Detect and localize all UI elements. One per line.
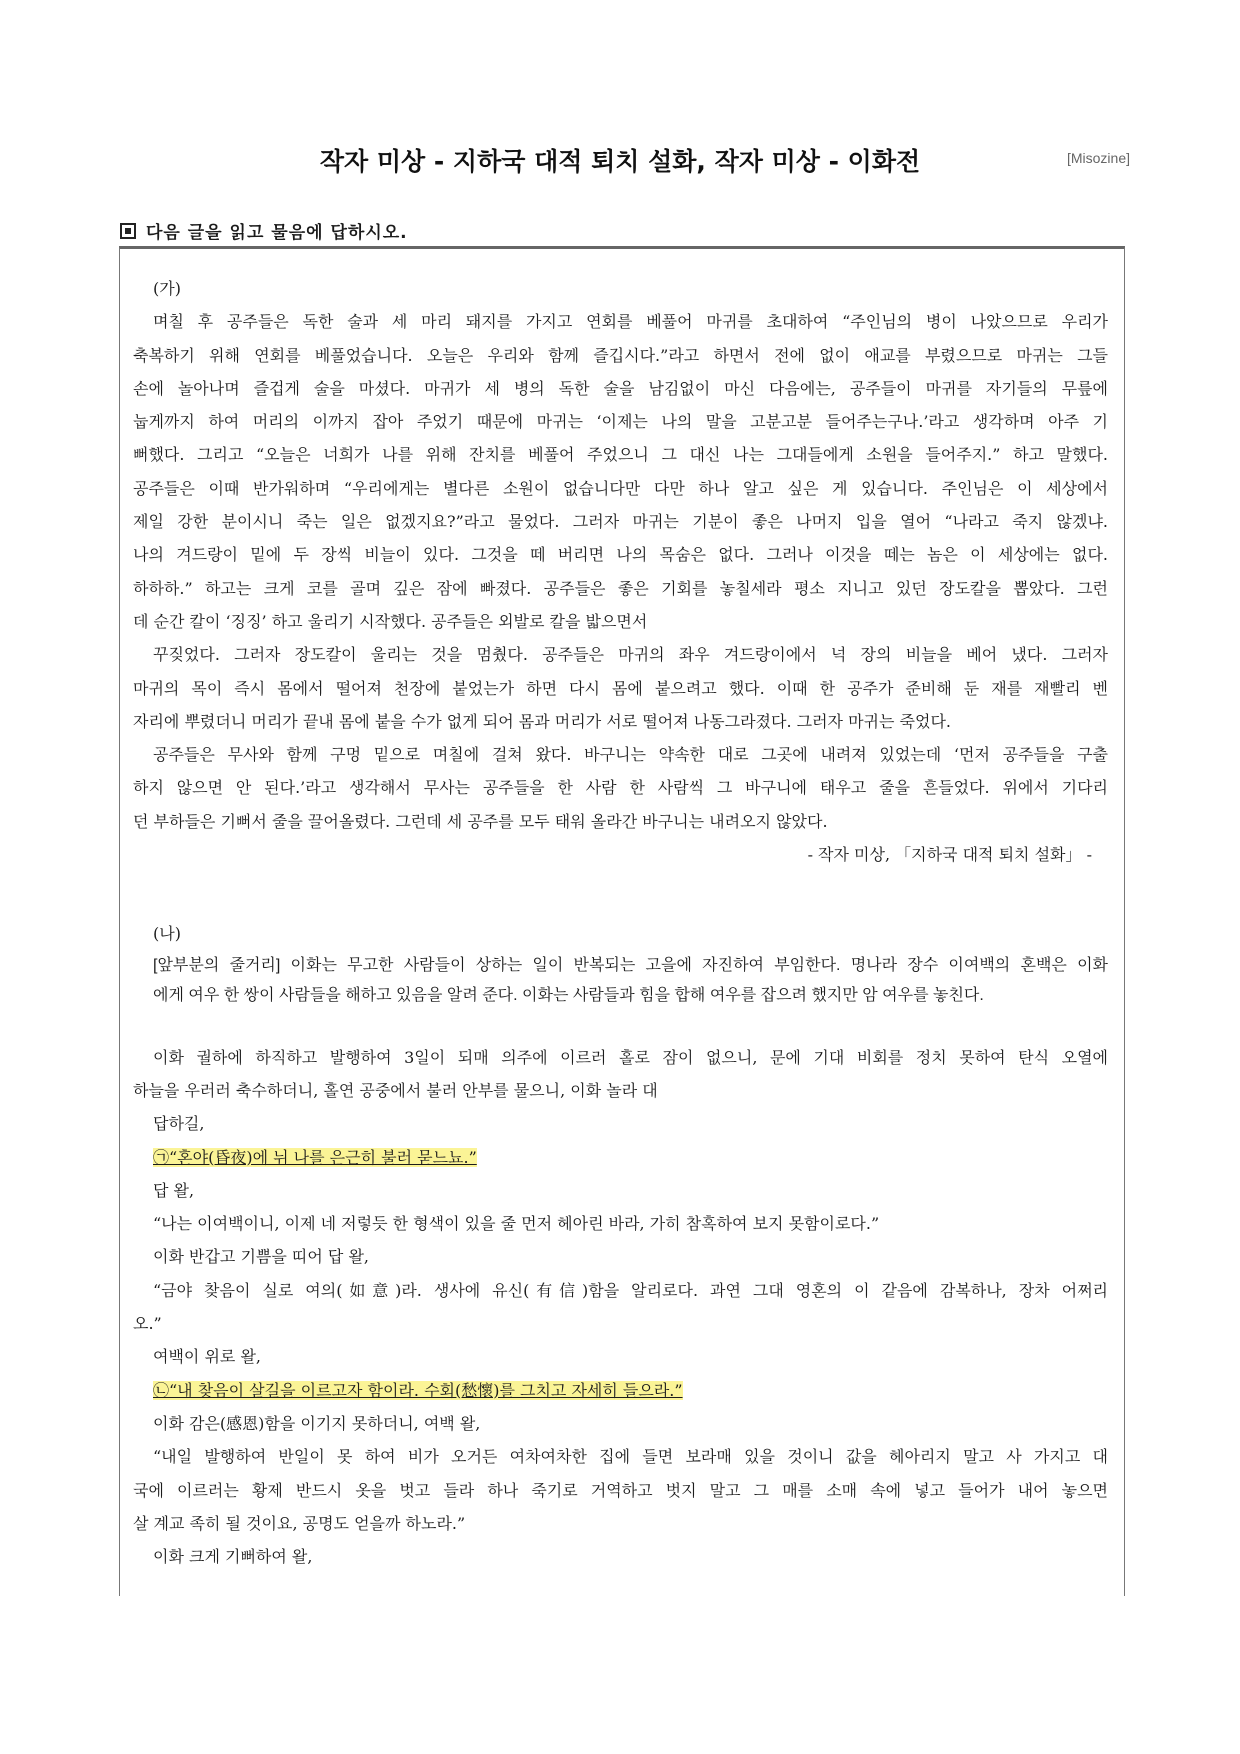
passage-line: 며칠 후 공주들은 독한 술과 세 마리 돼지를 가지고 연회를 베풀어 마귀를 초대하여 “주인님의 병이 나았으므로 우리가 [153,312,1108,332]
passage-line: “나는 이여백이니, 이제 네 저렇듯 한 형색이 있을 줄 먼저 헤아린 바라, 가히 참혹하여 보지 못함이로다.” [153,1214,880,1234]
quote-1-line [133,1141,1108,1174]
passage-line: “금야 찾음이 실로 여의(如意)라. 생사에 유신(有信)함을 알리로다. 과연 그대 영혼의 이 같음에 감복하나, 장차 어쩌리 [153,1280,1108,1300]
passage-line: 공주들은 무사와 함께 구멍 밑으로 며칠에 걸쳐 왔다. 바구니는 약속한 대로 그곳에 내려져 있었는데 ‘먼저 공주들을 구출 [153,745,1108,765]
passage-line: 살 계교 족히 될 것이요, 공명도 얻을까 하노라.” [133,1513,466,1533]
passage-a-attribution: - 작자 미상, 「지하국 대적 퇴치 설화」 - [807,845,1092,865]
passage-line: 이화 궐하에 하직하고 발행하여 3일이 되매 의주에 이르러 홀로 잠이 없으니, 문에 기대 비회를 정치 못하여 탄식 오열에 [153,1047,1108,1067]
passage-line: 손에 놀아나며 즐겁게 술을 마셨다. 마귀가 세 병의 독한 술을 남김없이 마신 다음에는, 공주들이 마귀를 자기들의 무릎에 [133,378,1108,398]
summary-line: [앞부분의 줄거리] 이화는 무고한 사람들이 상하는 일이 반복되는 고을에 자진하여 부임한다. 명나라 장수 이여백의 혼백은 이화 [153,956,1108,974]
passage-line: 던 부하들은 기뻐서 줄을 끌어올렸다. 그런데 세 공주를 모두 태워 올라간 바구니는 내려오지 않았다. [133,811,828,831]
question-instruction [120,218,408,243]
source-label: [Misozine] [1066,150,1130,166]
passage-line: 여백이 위로 왈, [153,1347,261,1367]
passage-line: 꾸짖었다. 그러자 장도칼이 울리는 것을 멈췄다. 공주들은 마귀의 좌우 겨드랑이에서 넉 장의 비늘을 베어 냈다. 그러자 [153,645,1108,665]
highlighted-quote-1: ㉠“혼야(昏夜)에 뉘 나를 은근히 불러 묻느뇨.” [153,1147,477,1167]
passage-line: 뻐했다. 그리고 “오늘은 너희가 나를 위해 잔치를 베풀어 주었으니 그 대신 나는 그대들에게 소원을 들어주지.” 하고 말했다. [133,445,1108,465]
quote-2-line [133,1374,1108,1407]
passage-content [133,272,1108,1573]
page-title: 작자 미상 - 지하국 대적 퇴치 설화, 작자 미상 - 이화전 [319,147,921,176]
passage-line: 나의 겨드랑이 밑에 두 장씩 비늘이 있다. 그것을 떼 버리면 나의 목숨은 없다. 그러나 이것을 떼는 놈은 이 세상에는 없다. [133,545,1108,565]
highlighted-quote-2: ㉡“내 찾음이 살길을 이르고자 함이라. 수회(愁懷)를 그치고 자세히 들으라.” [153,1380,683,1400]
passage-line: 마귀의 목이 즉시 몸에서 떨어져 천장에 붙었는가 하면 다시 몸에 붙으려고 했다. 이때 한 공주가 준비해 둔 재를 재빨리 벤 [133,678,1108,698]
passage-line: 축복하기 위해 연회를 베풀었습니다. 오늘은 우리와 함께 즐깁시다.”라고 하면서 전에 없이 애교를 부렸으므로 마귀는 그들 [133,345,1108,365]
passage-line: 이화 감은(感恩)함을 이기지 못하더니, 여백 왈, [153,1413,481,1433]
summary-line: 에게 여우 한 쌍이 사람들을 해하고 있음을 알려 준다. 이화는 사람들과 힘을 합해 여우를 잡으려 했지만 암 여우를 놓친다. [153,986,984,1004]
passage-line: 오.” [133,1314,162,1334]
passage-a-label: (가) [153,279,181,298]
passage-line: 국에 이르러는 황제 반드시 옷을 벗고 들라 하나 죽기로 거역하고 벗지 말고 그 매를 소매 속에 넣고 들어가 내어 놓으면 [133,1480,1108,1500]
passage-line: 답 왈, [153,1180,195,1200]
instruction-text: 다음 글을 읽고 물음에 답하시오. [146,223,408,243]
passage-line: 하지 않으면 안 된다.’라고 생각해서 무사는 공주들을 한 사람 한 사람씩 그 바구니에 태우고 줄을 흔들었다. 위에서 기다리 [133,778,1108,798]
passage-line: 눕게까지 하여 머리의 이까지 잡아 주었기 때문에 마귀는 ‘이제는 나의 말을 고분고분 들어주는구나.’라고 생각하며 아주 기 [133,412,1108,432]
passage-line: 공주들은 이때 반가워하며 “우리에게는 별다른 소원이 없습니다만 다만 하나 알고 싶은 게 있습니다. 주인님은 이 세상에서 [133,478,1108,498]
passage-line: 하늘을 우러러 축수하더니, 홀연 공중에서 불러 안부를 물으니, 이화 놀라 대 [133,1080,658,1100]
passage-b-label: (나) [153,924,181,944]
square-bullet-icon [120,223,136,239]
passage-line: 제일 강한 분이시니 죽는 일은 없겠지요?”라고 물었다. 그러자 마귀는 기분이 좋은 나머지 입을 열어 “나라고 죽지 않겠냐. [133,512,1108,532]
passage-line: 자리에 뿌렸더니 머리가 끝내 몸에 붙을 수가 없게 되어 몸과 머리가 서로 떨어져 나동그라졌다. 그러자 마귀는 죽었다. [133,711,951,731]
passage-line: “내일 발행하여 반일이 못 하여 비가 오거든 여차여차한 집에 들면 보라매 있을 것이니 값을 헤아리지 말고 사 가지고 대 [153,1447,1108,1467]
passage-line: 이화 크게 기뻐하여 왈, [153,1547,313,1567]
passage-line: 하하하.” 하고는 크게 코를 골며 깊은 잠에 빠졌다. 공주들은 좋은 기회를 놓칠세라 평소 지니고 있던 장도칼을 뽑았다. 그런 [133,578,1108,598]
passage-line: 이화 반갑고 기쁨을 띠어 답 왈, [153,1247,369,1267]
passage-line: 답하길, [153,1114,205,1134]
passage-line: 데 순간 칼이 ‘징징’ 하고 울리기 시작했다. 공주들은 외발로 칼을 밟으면서 [133,611,648,631]
